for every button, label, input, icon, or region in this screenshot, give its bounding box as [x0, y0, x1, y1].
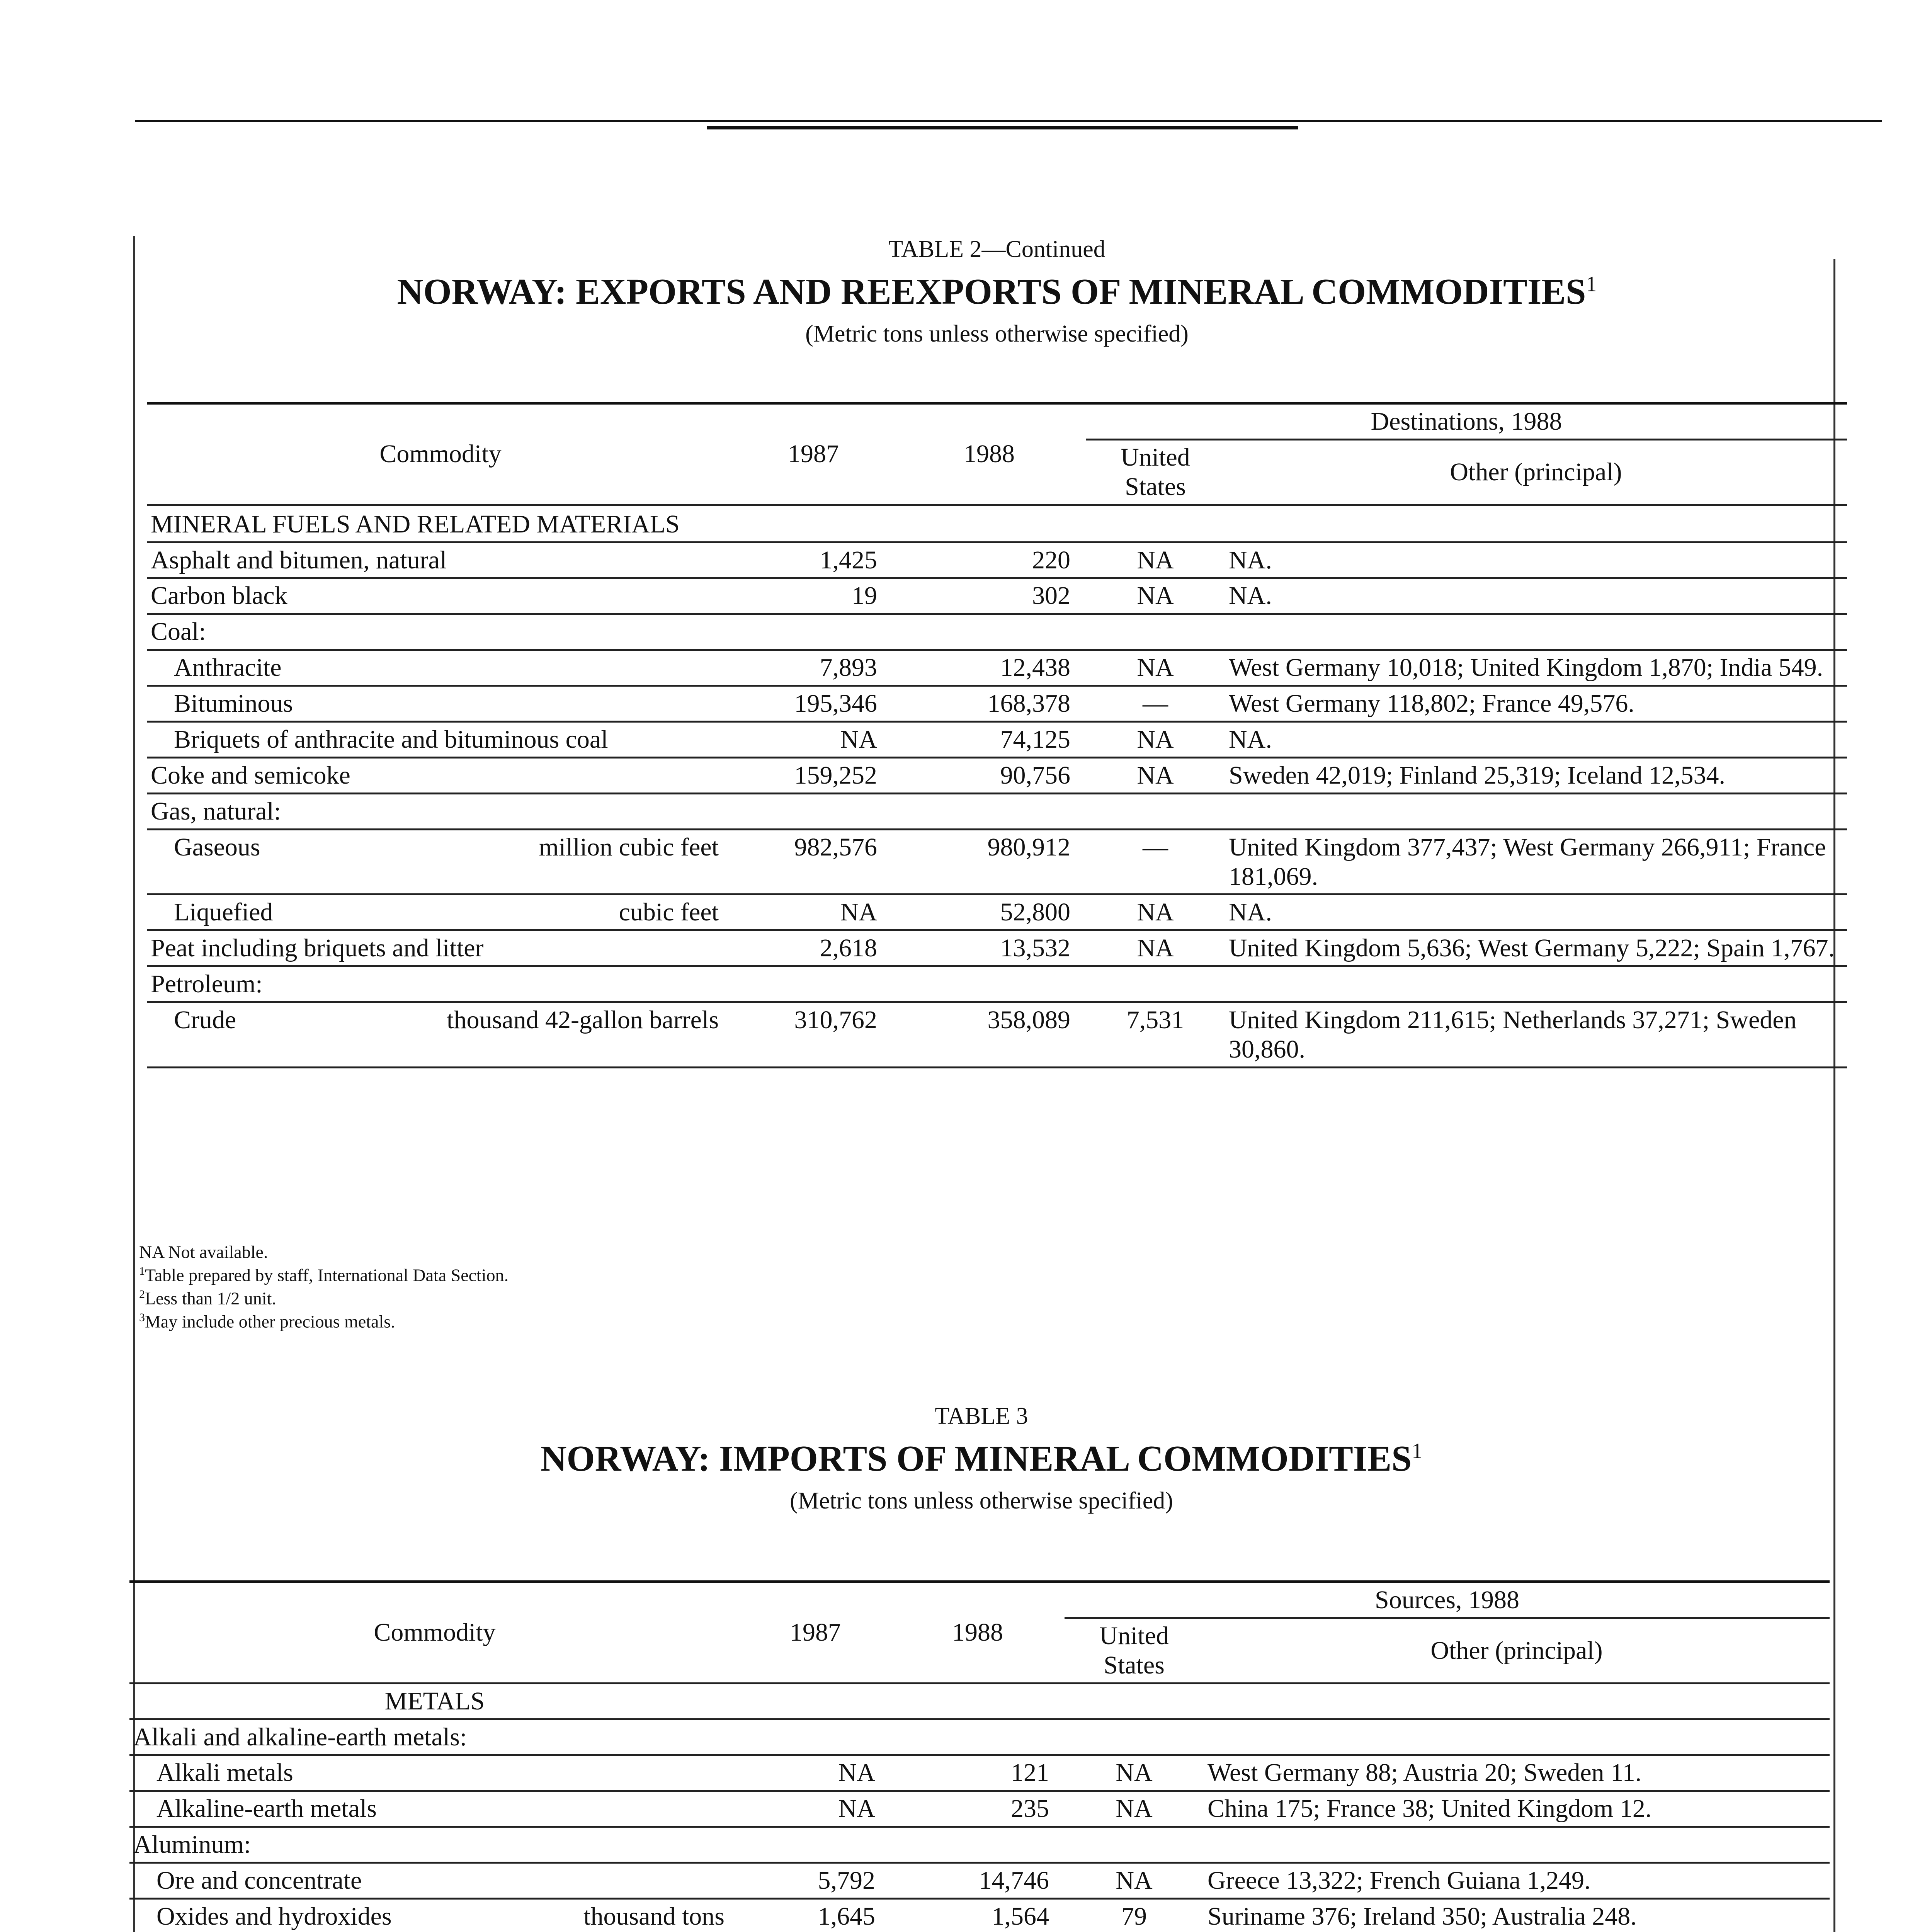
table-row: Gas, natural:	[147, 793, 1847, 829]
table-row: Crude thousand 42-gallon barrels 310,762 358,089 7,531 United Kingdom 211,615; Netherlands 37,271; Sweden 30,860.	[147, 1002, 1847, 1068]
table-row: Briquets of anthracite and bituminous coal NA 74,125 NA NA.	[147, 722, 1847, 758]
table-row: Alkaline-earth metals NA 235 NA China 175; France 38; United Kingdom 12.	[129, 1791, 1830, 1827]
table-row: Alkali and alkaline-earth metals:	[129, 1719, 1830, 1755]
footnote: $^3$May include other precious metals.	[139, 1311, 395, 1332]
table-row: Petroleum:	[147, 966, 1847, 1002]
header-commodity: Commodity	[147, 403, 734, 505]
header-united-states: United States	[1121, 443, 1190, 501]
table2-heading	[147, 236, 1847, 348]
table-row: Alkali metals NA 121 NA West Germany 88; Austria 20; Sweden 11.	[129, 1755, 1830, 1791]
table-row: Aluminum:	[129, 1827, 1830, 1863]
table-row: Coke and semicoke 159,252 90,756 NA Sweden 42,019; Finland 25,319; Iceland 12,534.	[147, 757, 1847, 793]
header-other: Other (principal)	[1450, 457, 1622, 486]
table2-title: NORWAY: EXPORTS AND REEXPORTS OF MINERAL COMMODITIES$^1$	[397, 272, 1597, 312]
table2-header-row	[147, 403, 1847, 440]
header-united-states: United States	[1099, 1621, 1169, 1679]
header-commodity: Commodity	[129, 1582, 740, 1684]
table-row: Ore and concentrate 5,792 14,746 NA Greece 13,322; French Guiana 1,249.	[129, 1863, 1830, 1899]
header-destinations: Destinations, 1988	[1086, 403, 1847, 440]
table2-footnotes	[139, 1240, 912, 1333]
header-other: Other (principal)	[1430, 1636, 1603, 1665]
table2-subtitle: (Metric tons unless otherwise specified)	[805, 321, 1189, 347]
table-row: Coal:	[147, 614, 1847, 650]
header-1988: 1988	[891, 1582, 1065, 1684]
table2	[147, 402, 1847, 1068]
table3-section-row	[129, 1683, 1830, 1719]
table-row: Asphalt and bitumen, natural 1,425 220 NA NA.	[147, 542, 1847, 578]
table-row: Liquefied cubic feet NA 52,800 NA NA.	[147, 895, 1847, 930]
table3-caption: TABLE 3	[935, 1403, 1028, 1429]
footnote: $^1$Table prepared by staff, International Data Section.	[139, 1265, 509, 1285]
table-row: Carbon black 19 302 NA NA.	[147, 578, 1847, 614]
table-row: Anthracite 7,893 12,438 NA West Germany 10,018; United Kingdom 1,870; India 549.	[147, 650, 1847, 686]
top-rule-thick	[707, 126, 1298, 129]
table-row: Bituminous 195,346 168,378 — West Germany 118,802; France 49,576.	[147, 686, 1847, 722]
table3	[129, 1580, 1830, 1932]
table-row: Oxides and hydroxides thousand tons 1,645 1,564 79 Suriname 376; Ireland 350; Australia 248.	[129, 1899, 1830, 1932]
footnote: NA Not available.	[139, 1242, 268, 1262]
section-label: MINERAL FUELS AND RELATED MATERIALS	[147, 505, 1847, 542]
table3-heading	[131, 1403, 1832, 1515]
header-1987: 1987	[740, 1582, 891, 1684]
table-row: Gaseous million cubic feet 982,576 980,912 — United Kingdom 377,437; West Germany 266,911; France 181,069.	[147, 829, 1847, 895]
table3-subtitle: (Metric tons unless otherwise specified)	[790, 1488, 1173, 1514]
header-sources: Sources, 1988	[1065, 1582, 1830, 1618]
footnote: $^2$Less than 1/2 unit.	[139, 1288, 276, 1308]
header-1987: 1987	[734, 403, 893, 505]
table2-section-row	[147, 505, 1847, 542]
section-label: METALS	[129, 1683, 740, 1719]
header-1988: 1988	[893, 403, 1086, 505]
top-rule	[135, 120, 1882, 122]
table3-title: NORWAY: IMPORTS OF MINERAL COMMODITIES$^1$	[540, 1439, 1423, 1479]
table-row: Peat including briquets and litter 2,618 13,532 NA United Kingdom 5,636; West Germany 5,222; Spain 1,767.	[147, 930, 1847, 966]
table2-caption: TABLE 2—Continued	[888, 236, 1105, 262]
table3-header-row	[129, 1582, 1830, 1618]
